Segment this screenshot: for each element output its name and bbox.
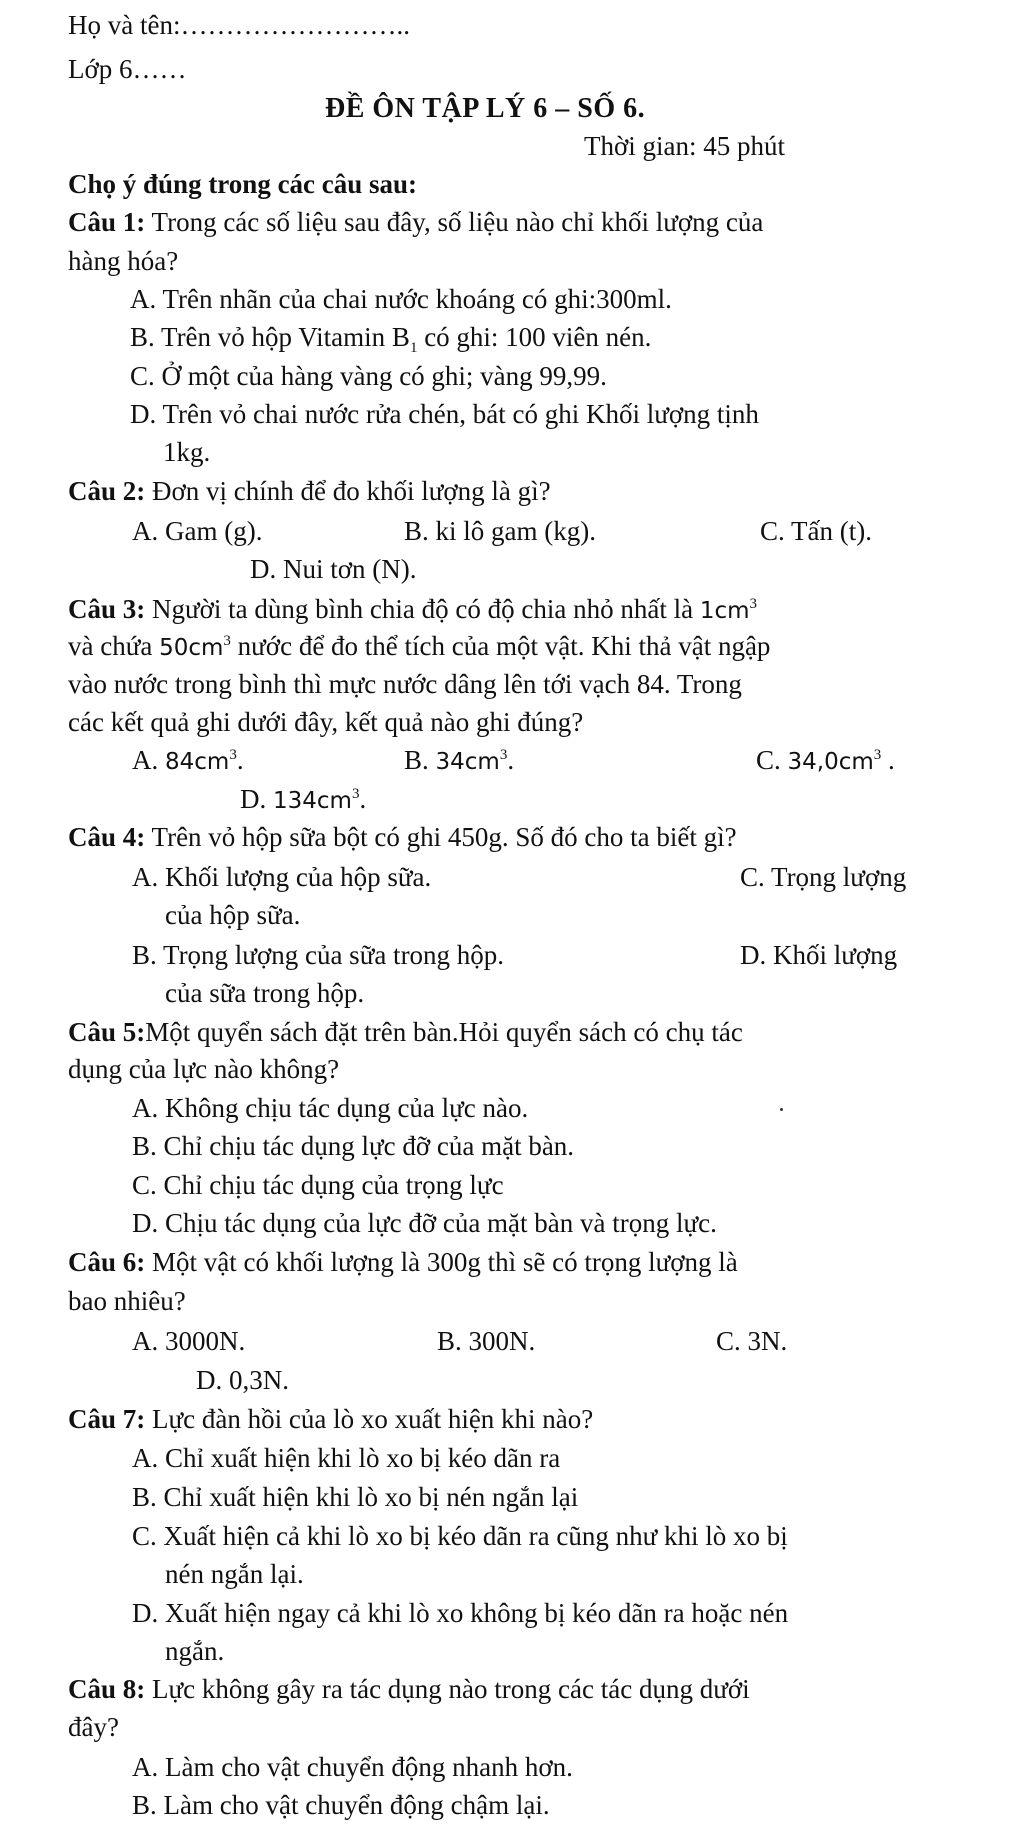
q6-option-d: D. 0,3N. (196, 1365, 289, 1395)
q3-option-c: C. $34,0cm^3$ . (756, 745, 895, 775)
question-5-cont: dụng của lực nào không? (68, 1054, 340, 1084)
q2-option-d: D. Nui tơn (N). (250, 554, 417, 584)
q1-option-a: A. Trên nhãn của chai nước khoáng có ghi:300ml. (130, 284, 672, 314)
question-text: Lực đàn hồi của lò xo xuất hiện khi nào? (145, 1404, 594, 1434)
q5-option-d: D. Chịu tác dụng của lực đỡ của mặt bàn và trọng lực. (132, 1208, 717, 1238)
q4-option-b: B. Trọng lượng của sữa trong hộp. (132, 940, 505, 970)
question-2 (68, 472, 551, 510)
exam-time: Thời gian: 45 phút (584, 131, 786, 161)
q3-option-a: A. $84cm^3$. (132, 745, 244, 775)
question-label: Câu 3: (68, 594, 146, 624)
q7-option-d: D. Xuất hiện ngay cả khi lò xo không bị kéo dãn ra hoặc nén (132, 1598, 789, 1628)
q7-option-d-cont: ngắn. (165, 1636, 225, 1666)
class-line: Lớp 6…… (68, 54, 187, 84)
q5-option-a: A. Không chịu tác dụng của lực nào. (132, 1093, 529, 1123)
q4-option-d-cont: của sữa trong hộp. (165, 978, 365, 1008)
question-label: Câu 6: (68, 1247, 146, 1277)
question-6-cont: bao nhiêu? (68, 1286, 186, 1316)
q1-option-d-cont: 1kg. (163, 437, 211, 467)
question-text: Trên vỏ hộp sữa bột có ghi 450g. Số đó cho ta biết gì? (145, 822, 737, 852)
question-label: Câu 2: (68, 476, 146, 506)
q4-option-d: D. Khối lượng (740, 940, 898, 970)
q5-option-c: C. Chỉ chịu tác dụng của trọng lực (132, 1170, 504, 1200)
student-name-line: Họ và tên:…………………….. (68, 10, 410, 40)
question-label: Câu 1: (68, 207, 146, 237)
question-4 (68, 818, 737, 856)
q5-option-b: B. Chỉ chịu tác dụng lực đỡ của mặt bàn. (132, 1131, 575, 1161)
question-3-line-3: vào nước trong bình thì mực nước dâng lên tới vạch 84. Trong (68, 669, 742, 699)
question-8 (68, 1670, 750, 1708)
q2-option-a: A. Gam (g). (132, 516, 263, 546)
instruction: Chọ ý đúng trong các câu sau: (68, 169, 418, 199)
q3-option-d: D. $134cm^3$. (240, 784, 367, 814)
q4-option-c-cont: của hộp sữa. (165, 900, 301, 930)
question-8-cont: đây? (68, 1712, 119, 1742)
q4-option-a: A. Khối lượng của hộp sữa. (132, 862, 432, 892)
q7-option-c-cont: nén ngắn lại. (165, 1559, 304, 1589)
q2-option-c: C. Tấn (t). (760, 516, 872, 546)
q6-option-b: B. 300N. (437, 1326, 536, 1356)
question-1-cont: hàng hóa? (68, 246, 179, 276)
question-1 (68, 203, 763, 241)
question-text: Một quyển sách đặt trên bàn.Hỏi quyển sách có chụ tác (145, 1017, 743, 1047)
question-3-line-2: và chứa $50cm^3$ nước để đo thể tích của một vật. Khi thả vật ngập (68, 631, 771, 661)
question-3: Câu 3: Người ta dùng bình chia độ có độ chia nhỏ nhất là $1cm^3$ (68, 594, 757, 624)
question-label: Câu 5: (68, 1017, 146, 1047)
q6-option-c: C. 3N. (716, 1326, 788, 1356)
question-5 (68, 1013, 743, 1051)
q1-option-d: D. Trên vỏ chai nước rửa chén, bát có ghi Khối lượng tịnh (130, 399, 759, 429)
question-text: Một vật có khối lượng là 300g thì sẽ có trọng lượng là (145, 1247, 738, 1277)
question-text: Trong các số liệu sau đây, số liệu nào chỉ khối lượng của (145, 207, 764, 237)
question-label: Câu 8: (68, 1674, 146, 1704)
q7-option-b: B. Chỉ xuất hiện khi lò xo bị nén ngắn lại (132, 1482, 579, 1512)
q4-option-c: C. Trọng lượng (740, 862, 907, 892)
stray-dot (780, 1108, 783, 1111)
exam-title: ĐỀ ÔN TẬP LÝ 6 – SỐ 6. (325, 93, 646, 124)
question-label: Câu 7: (68, 1404, 146, 1434)
q8-option-a: A. Làm cho vật chuyển động nhanh hơn. (132, 1752, 573, 1782)
q2-option-b: B. ki lô gam (kg). (404, 516, 596, 546)
q3-option-b: B. $34cm^3$. (404, 745, 515, 775)
q1-option-c: C. Ở một của hàng vàng có ghi; vàng 99,99. (130, 361, 607, 391)
q7-option-a: A. Chỉ xuất hiện khi lò xo bị kéo dãn ra (132, 1443, 561, 1473)
question-7 (68, 1400, 593, 1438)
q6-option-a: A. 3000N. (132, 1326, 246, 1356)
q1-option-b: B. Trên vỏ hộp Vitamin $B_1$ có ghi: 100 viên nén. (130, 322, 652, 356)
question-label: Câu 4: (68, 822, 146, 852)
question-text: Lực không gây ra tác dụng nào trong các tác dụng dưới (145, 1674, 750, 1704)
q8-option-b: B. Làm cho vật chuyển động chậm lại. (132, 1790, 550, 1820)
question-text: Đơn vị chính để đo khối lượng là gì? (145, 476, 551, 506)
question-6 (68, 1243, 738, 1281)
question-3-line-4: các kết quả ghi dưới đây, kết quả nào ghi đúng? (68, 707, 584, 737)
q7-option-c: C. Xuất hiện cả khi lò xo bị kéo dãn ra cũng như khi lò xo bị (132, 1521, 788, 1551)
